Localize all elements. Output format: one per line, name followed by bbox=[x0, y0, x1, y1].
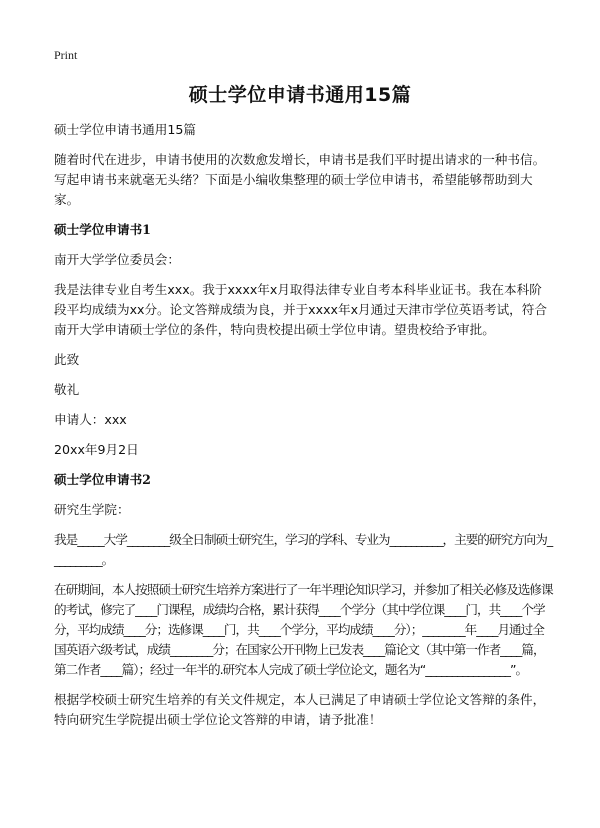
page-title: 硕士学位申请书通用15篇 bbox=[188, 84, 412, 106]
print-link[interactable]: Print bbox=[54, 48, 78, 62]
body-paragraph-2a: 我是_____大学________级全日制硕士研究生，学习的学科、专业为__________，主要的研究方向为__________。 bbox=[54, 532, 553, 567]
salutation-2: 研究生学院： bbox=[54, 502, 130, 517]
intro-paragraph: 随着时代在进步，申请书使用的次数愈发增长，申请书是我们平时提出请求的一种书信。写起申请书来就毫无头绪？下面是小编收集整理的硕士学位申请书，希望能够帮助到大家。 bbox=[54, 152, 546, 207]
closing-line-1: 此致 bbox=[54, 352, 80, 367]
body-paragraph-2c: 根据学校硕士研究生培养的有关文件规定，本人已满足了申请硕士学位论文答辩的条件，特向研究生学院提出硕士学位论文答辩的申请，请予批准！ bbox=[54, 692, 546, 727]
closing-line-2: 敬礼 bbox=[54, 382, 80, 397]
body-paragraph-2b: 在研期间，本人按照硕士研究生培养方案进行了一年半理论知识学习，并参加了相关必修及选修课的考试，修完了____门课程，成绩均合格，累计获得____个学分（其中学位课____门，共____个学分，平均成绩____分；选修课____门，共____个学分，平均成绩____分）；________年____月通过全国英语六级考试，成绩________分；在国家公开刊物上已发表____篇论文（其中第一作者____篇，第二作者____篇）；经过一年半的.研究本人完成了硕士学位论文，题名为“________________”。 bbox=[54, 582, 553, 677]
date-line: 20xx年9月2日 bbox=[54, 442, 139, 457]
salutation-1: 南开大学学位委员会： bbox=[54, 252, 180, 267]
section-heading-2: 硕士学位申请书2 bbox=[54, 472, 151, 487]
section-heading-1: 硕士学位申请书1 bbox=[54, 222, 151, 237]
applicant-line: 申请人：xxx bbox=[54, 412, 127, 427]
document-subtitle: 硕士学位申请书通用15篇 bbox=[54, 122, 196, 137]
body-paragraph-1: 我是法律专业自考生xxx。我于xxxx年x月取得法律专业自考本科毕业证书。我在本科阶段平均成绩为xx分。论文答辩成绩为良，并于xxxx年x月通过天津市学位英语考试，符合南开大学申请硕士学位的条件，特向贵校提出硕士学位申请。望贵校给予审批。 bbox=[54, 282, 547, 337]
document-body bbox=[54, 120, 554, 740]
